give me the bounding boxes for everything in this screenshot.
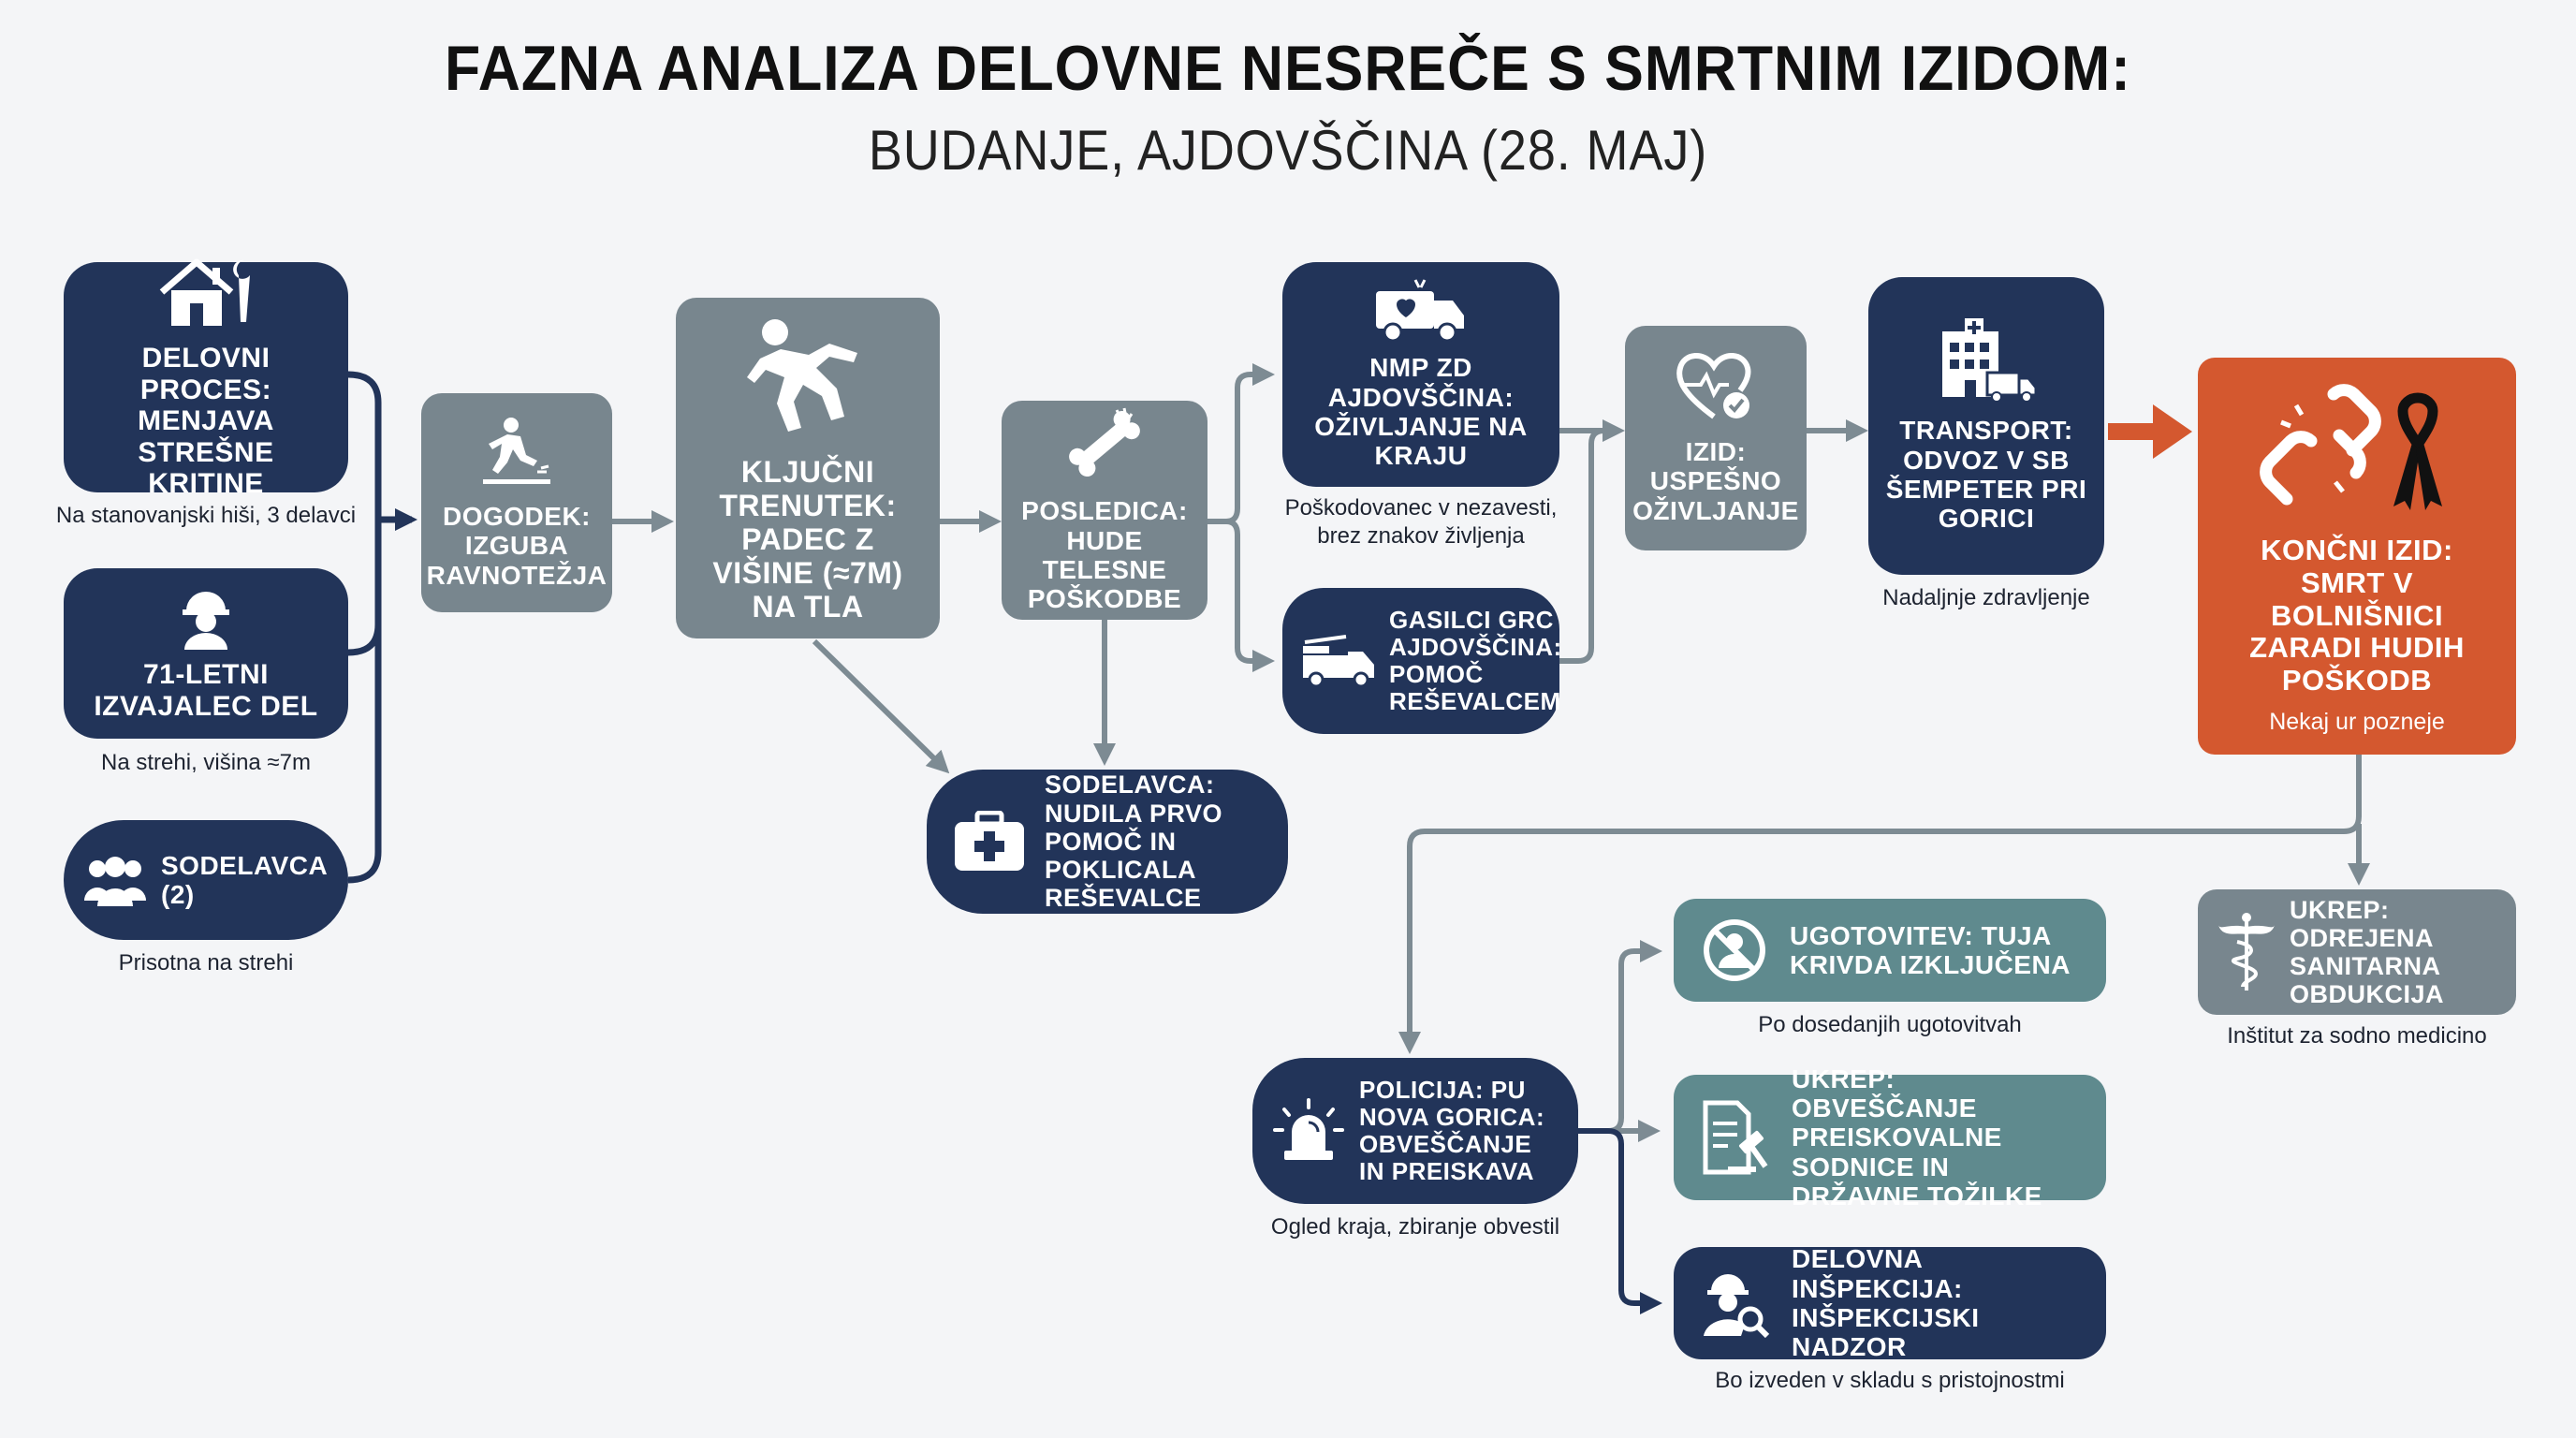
node-label: UKREP: OBVEŠČANJE PREISKOVALNE SODNICE IN DRŽAVNE TOŽILKE	[1792, 1064, 2042, 1211]
connector-sodelavca	[348, 520, 378, 880]
node-sodnica	[1674, 1064, 2106, 1211]
connector-policija-ugotovitev	[1578, 951, 1657, 1131]
node-label: POLICIJA: PU NOVA GORICA: OBVEŠČANJE IN PREISKAVA	[1359, 1075, 1545, 1186]
node-nmp	[1282, 262, 1559, 487]
node-delovni-proces	[64, 262, 348, 500]
node-sodelavca-prisotna	[64, 820, 348, 940]
node-label: UKREP: ODREJENA SANITARNA OBDUKCIJA	[2290, 895, 2445, 1009]
connector-posledica-split	[1208, 374, 1269, 521]
house-wrench-icon	[154, 255, 257, 330]
caption-ugotovitev: Po dosedanjih ugotovitvah	[1758, 1012, 2022, 1037]
fire-truck-icon	[1301, 633, 1376, 689]
connector-kljucni-sodelavca	[814, 641, 945, 770]
node-label: DELOVNA INŠPEKCIJA: INŠPEKCIJSKI NADZOR	[1792, 1244, 1980, 1362]
caption-nmp: Poškodovanec v nezavesti, brez znakov življenja	[1284, 495, 1558, 549]
document-gavel-icon	[1700, 1099, 1771, 1176]
caption-transport: Nadaljnje zdravljenje	[1882, 585, 2090, 610]
node-obdukcija	[2198, 889, 2516, 1015]
node-label: SODELAVCA (2)	[161, 850, 328, 909]
node-dogodek	[421, 393, 612, 612]
node-inspekcija	[1674, 1244, 2106, 1362]
node-koncni-izid	[2198, 358, 2516, 755]
node-kljucni-trenutek	[676, 298, 940, 638]
node-label: POSLEDICA: HUDE TELESNE POŠKODBE	[1021, 496, 1188, 614]
slip-icon	[479, 416, 554, 487]
arrow-transport-koncni	[2108, 404, 2192, 459]
node-label: DELOVNI PROCES: MENJAVA STREŠNE KRITINE	[138, 343, 274, 500]
hospital-icon	[1935, 318, 2038, 403]
node-label: KLJUČNI TRENUTEK: PADEC Z VIŠINE (≈7M) NA TLA	[712, 455, 903, 624]
node-izvajalec	[64, 568, 348, 739]
first-aid-kit-icon	[953, 811, 1026, 873]
caption-delovni-proces: Na stanovanjski hiši, 3 delavci	[55, 503, 357, 528]
page-subtitle: BUDANJE, AJDOVŠČINA (28. MAJ)	[868, 119, 1708, 182]
worker-helmet-icon	[173, 584, 239, 650]
group-icon	[84, 854, 146, 906]
heart-check-icon	[1676, 351, 1755, 422]
node-policija	[1252, 1058, 1578, 1204]
police-light-icon	[1273, 1098, 1344, 1164]
node-label: UGOTOVITEV: TUJA KRIVDA IZKLJUČENA	[1790, 920, 2071, 979]
connector-posledica-gasilci	[1226, 521, 1269, 661]
node-posledica	[1002, 401, 1208, 620]
caption-obdukcija: Inštitut za sodno medicino	[2227, 1023, 2487, 1049]
page-title: FAZNA ANALIZA DELOVNE NESREČE S SMRTNIM IZIDOM:	[445, 33, 2131, 104]
caduceus-icon	[2217, 912, 2276, 992]
caption-koncni-izid: Nekaj ur pozneje	[2269, 708, 2445, 735]
node-gasilci	[1282, 588, 1562, 734]
node-label: TRANSPORT: ODVOZ V SB ŠEMPETER PRI GORICI	[1885, 416, 2087, 534]
node-ugotovitev	[1674, 899, 2106, 1002]
node-label: IZID: USPEŠNO OŽIVLJANJE	[1632, 436, 1799, 525]
broken-bone-icon	[1062, 406, 1147, 481]
node-izid	[1625, 326, 1807, 550]
node-transport	[1868, 277, 2104, 575]
node-label: SODELAVCA: NUDILA PRVO POMOČ IN POKLICALA REŠEVALCE	[1045, 770, 1223, 913]
caption-policija: Ogled kraja, zbiranje obvestil	[1270, 1214, 1560, 1240]
caption-inspekcija: Bo izveden v skladu s pristojnostmi	[1715, 1368, 2065, 1393]
caption-izvajalec: Na strehi, višina ≈7m	[101, 750, 311, 775]
no-person-icon	[1700, 916, 1769, 985]
node-label: DOGODEK: IZGUBA RAVNOTEŽJA	[426, 501, 607, 590]
node-label: GASILCI GRC AJDOVŠČINA: POMOČ REŠEVALCEM	[1389, 605, 1562, 716]
connector-izvajalec	[348, 520, 378, 653]
node-label: KONČNI IZID: SMRT V BOLNIŠNICI ZARADI HUDIH POŠKODB	[2249, 534, 2465, 697]
falling-person-icon	[747, 312, 869, 433]
inspector-icon	[1700, 1269, 1771, 1338]
node-label: 71-LETNI IZVAJALEC DEL	[94, 659, 318, 722]
connector-proces	[348, 374, 378, 520]
node-sodelavca-pomoc	[927, 770, 1288, 914]
node-label: NMP ZD AJDOVŠČINA: OŽIVLJANJE NA KRAJU	[1314, 353, 1528, 471]
caption-sodelavca-prisotna: Prisotna na strehi	[118, 950, 294, 976]
broken-chain-ribbon-icon	[2249, 377, 2465, 518]
ambulance-icon	[1374, 278, 1468, 344]
